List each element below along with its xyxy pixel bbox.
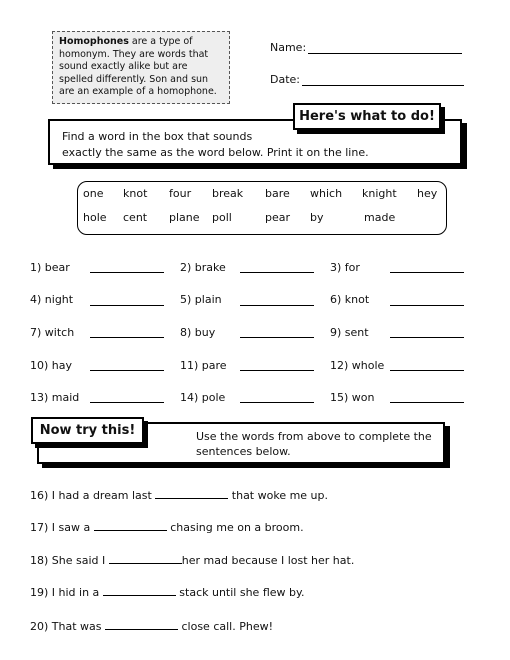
question-label: 7) witch bbox=[30, 326, 75, 339]
sentence-16 bbox=[30, 488, 328, 502]
question-label: 8) buy bbox=[180, 326, 216, 339]
question-label: 13) maid bbox=[30, 391, 80, 404]
question-label: 5) plain bbox=[180, 293, 222, 306]
question-label: 1) bear bbox=[30, 261, 70, 274]
answer-blank[interactable] bbox=[390, 305, 464, 306]
sentence-17 bbox=[30, 520, 304, 534]
answer-blank[interactable] bbox=[90, 370, 164, 371]
sentence-blank[interactable] bbox=[103, 585, 176, 596]
try-instruction-line-2: sentences below. bbox=[196, 445, 291, 458]
answer-blank[interactable] bbox=[90, 402, 164, 403]
definition-term: Homophones bbox=[59, 36, 129, 47]
word-bank-word: four bbox=[169, 187, 192, 200]
word-bank-word: hole bbox=[83, 211, 107, 224]
try-instruction-line-1: Use the words from above to complete the bbox=[196, 430, 432, 443]
word-bank-word: knot bbox=[123, 187, 148, 200]
answer-blank[interactable] bbox=[240, 272, 314, 273]
sentence-text: chasing me on a broom. bbox=[166, 521, 304, 534]
word-bank-word: poll bbox=[212, 211, 232, 224]
word-bank-word: knight bbox=[362, 187, 397, 200]
answer-blank[interactable] bbox=[390, 337, 464, 338]
word-bank-word: one bbox=[83, 187, 104, 200]
sentence-text: close call. Phew! bbox=[178, 620, 273, 633]
word-bank-word: plane bbox=[169, 211, 200, 224]
instruction-line-2: exactly the same as the word below. Print it on the line. bbox=[62, 146, 369, 159]
word-bank-word: hey bbox=[417, 187, 438, 200]
question-label: 6) knot bbox=[330, 293, 370, 306]
question-label: 12) whole bbox=[330, 359, 385, 372]
answer-blank[interactable] bbox=[240, 337, 314, 338]
sentence-text: 17) I saw a bbox=[30, 521, 94, 534]
question-label: 10) hay bbox=[30, 359, 73, 372]
question-label: 15) won bbox=[330, 391, 375, 404]
sentence-blank[interactable] bbox=[105, 619, 178, 630]
answer-blank[interactable] bbox=[390, 272, 464, 273]
now-try-this-tab: Now try this! bbox=[31, 417, 144, 444]
word-bank-word: cent bbox=[123, 211, 148, 224]
sentence-text: 20) That was bbox=[30, 620, 105, 633]
answer-blank[interactable] bbox=[90, 337, 164, 338]
answer-blank[interactable] bbox=[240, 370, 314, 371]
question-label: 4) night bbox=[30, 293, 74, 306]
sentence-20 bbox=[30, 619, 273, 633]
sentence-text: 16) I had a dream last bbox=[30, 489, 156, 502]
sentence-blank[interactable] bbox=[94, 520, 167, 531]
date-field[interactable] bbox=[302, 85, 464, 86]
word-bank-word: pear bbox=[265, 211, 291, 224]
sentence-18 bbox=[30, 553, 354, 567]
sentence-text: her mad because I lost her hat. bbox=[181, 554, 355, 567]
definition-box bbox=[52, 31, 230, 104]
word-bank-word: by bbox=[310, 211, 324, 224]
sentence-blank[interactable] bbox=[155, 488, 228, 499]
question-label: 11) pare bbox=[180, 359, 227, 372]
heres-what-to-do-tab: Here's what to do! bbox=[293, 103, 441, 130]
sentence-text: 19) I hid in a bbox=[30, 586, 103, 599]
sentence-blank[interactable] bbox=[109, 553, 182, 564]
date-label: Date: bbox=[270, 73, 300, 86]
sentence-19 bbox=[30, 585, 304, 599]
answer-blank[interactable] bbox=[390, 402, 464, 403]
answer-blank[interactable] bbox=[90, 305, 164, 306]
answer-blank[interactable] bbox=[240, 305, 314, 306]
word-bank-word: break bbox=[212, 187, 244, 200]
word-bank-word: made bbox=[364, 211, 396, 224]
sentence-text: stack until she flew by. bbox=[175, 586, 305, 599]
word-bank-word: bare bbox=[265, 187, 290, 200]
answer-blank[interactable] bbox=[390, 370, 464, 371]
name-field[interactable] bbox=[308, 53, 462, 54]
definition-text: are a type of homonym. They are words that sound exactly alike but are spelled differently. Son and sun are an example of a homophone. bbox=[59, 36, 217, 97]
sentence-text: that woke me up. bbox=[228, 489, 329, 502]
instruction-line-1: Find a word in the box that sounds bbox=[62, 130, 253, 143]
sentence-text: 18) She said I bbox=[30, 554, 109, 567]
word-bank-box bbox=[77, 181, 447, 235]
question-label: 9) sent bbox=[330, 326, 369, 339]
word-bank-word: which bbox=[310, 187, 343, 200]
question-label: 2) brake bbox=[180, 261, 226, 274]
answer-blank[interactable] bbox=[90, 272, 164, 273]
question-label: 3) for bbox=[330, 261, 360, 274]
answer-blank[interactable] bbox=[240, 402, 314, 403]
question-label: 14) pole bbox=[180, 391, 226, 404]
name-label: Name: bbox=[270, 41, 307, 54]
